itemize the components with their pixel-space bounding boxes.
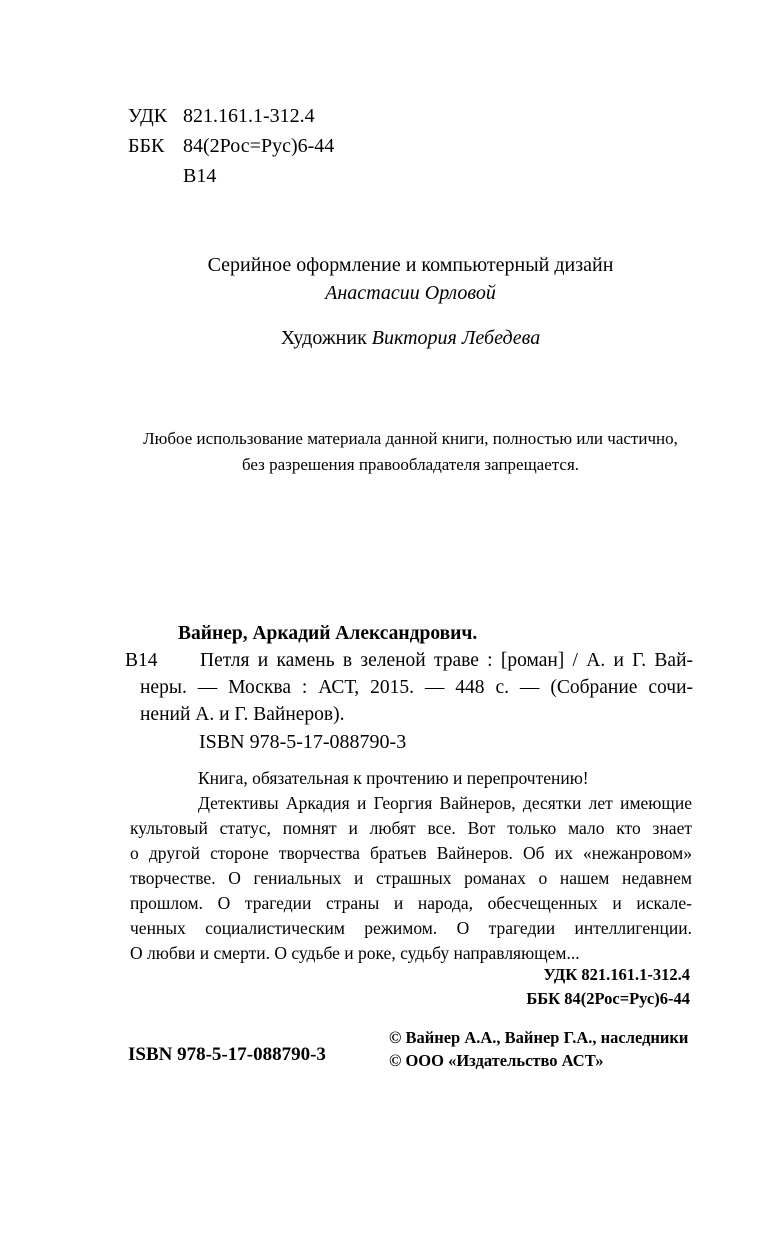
bbk-row <box>128 131 334 161</box>
bottom-classification-block <box>526 963 690 1011</box>
annotation-line-7: ченных социалистическим режимом. О трагедии интеллигенции. <box>130 918 692 938</box>
udc-row <box>128 101 334 131</box>
annotation-block <box>130 766 692 966</box>
bottom-bbk: ББК 84(2Рос=Рус)6-44 <box>526 989 690 1008</box>
copyright-line-1: © Вайнер А.А., Вайнер Г.А., наследники <box>389 1028 689 1047</box>
bbk-label: ББК <box>128 135 165 157</box>
top-classification-block <box>128 101 334 191</box>
catalog-author-heading: Вайнер, Аркадий Александрович. <box>178 623 478 644</box>
disclaimer-line-1: Любое использование материала данной книги, полностью или частично, <box>143 429 678 448</box>
artist-name: Виктория Лебедева <box>371 327 541 349</box>
author-sign-spacer <box>128 161 183 191</box>
annotation-line-4: о другой стороне творчества братьев Вайнеров. Об их «нежанровом» <box>130 843 692 863</box>
catalog-entry-line-3: нений А. и Г. Вайнеров). <box>140 704 345 725</box>
isbn-bottom: ISBN 978-5-17-088790-3 <box>128 1044 326 1065</box>
catalog-entry-line-2: неры. — Москва : АСТ, 2015. — 448 с. — (Собрание сочи- <box>140 677 693 698</box>
annotation-line-6: прошлом. О трагедии страны и народа, обесчещенных и искале- <box>130 893 692 913</box>
copyright-block <box>389 1026 688 1072</box>
rights-disclaimer <box>102 426 719 478</box>
design-credit-line: Серийное оформление и компьютерный дизайн <box>207 254 614 276</box>
artist-label: Художник <box>280 327 367 349</box>
annotation-line-2: Детективы Аркадия и Георгия Вайнеров, десятки лет имеющие <box>198 793 692 813</box>
author-sign: В14 <box>183 165 217 187</box>
disclaimer-line-2: без разрешения правообладателя запрещается. <box>241 455 580 474</box>
annotation-line-5: творчестве. О гениальных и страшных романах о нашем недавнем <box>130 868 692 888</box>
catalog-entry-line-1 <box>125 647 693 674</box>
designer-name: Анастасии Орловой <box>325 282 496 304</box>
catalog-entry <box>125 620 693 728</box>
copyright-line-2: © ООО «Издательство АСТ» <box>389 1051 604 1070</box>
annotation-line-8: О любви и смерти. О судьбе и роке, судьбу направляющем... <box>130 943 580 963</box>
bbk-value: 84(2Рос=Рус)6-44 <box>183 135 335 157</box>
annotation-line-1: Книга, обязательная к прочтению и перепрочтению! <box>198 768 589 788</box>
udc-value: 821.161.1-312.4 <box>183 105 315 127</box>
udc-label: УДК <box>128 105 168 127</box>
catalog-entry-text-1: Петля и камень в зеленой траве : [роман] / А. и Г. Вай- <box>200 650 693 671</box>
bottom-udc: УДК 821.161.1-312.4 <box>543 965 690 984</box>
isbn-catalog: ISBN 978-5-17-088790-3 <box>199 731 407 753</box>
artist-credit <box>128 327 693 350</box>
author-sign-row <box>128 161 334 191</box>
design-credits <box>128 251 693 307</box>
annotation-line-3: культовый статус, помнят и любят все. Вот только мало кто знает <box>130 818 692 838</box>
author-sign-code: В14 <box>125 650 158 671</box>
